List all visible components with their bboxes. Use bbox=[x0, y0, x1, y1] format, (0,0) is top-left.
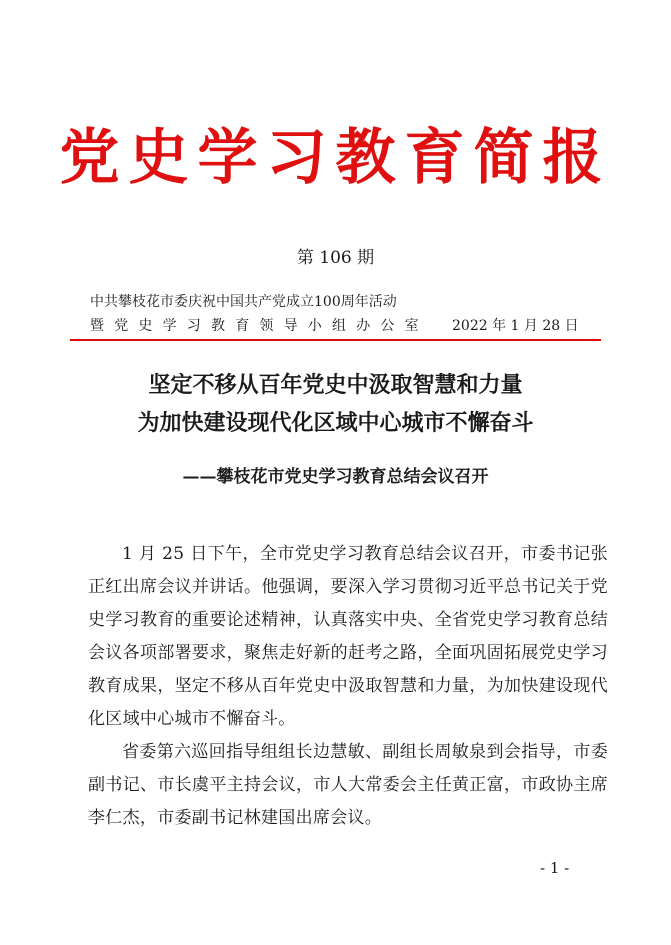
headline-line-1: 坚定不移从百年党史中汲取智慧和力量 bbox=[148, 372, 523, 398]
subheadline: ——攀枝花市党史学习教育总结会议召开 bbox=[182, 467, 489, 487]
headline-line-2: 为加快建设现代化区域中心城市不懈奋斗 bbox=[137, 410, 534, 436]
page-number: - 1 - bbox=[540, 859, 570, 877]
issuer-line-2: 暨党史学习教育领导小组办公室 bbox=[90, 318, 429, 334]
body-paragraph-2: 省委第六巡回指导组组长边慧敏、副组长周敏泉到会指导，市委副书记、市长虞平主持会议，市人大常委会主任黄正富，市政协主席李仁杰，市委副书记林建国出席会议。 bbox=[88, 742, 608, 828]
issue-number: 第 106 期 bbox=[296, 248, 375, 268]
body-paragraph-1: 1 月 25 日下午，全市党史学习教育总结会议召开，市委书记张正红出席会议并讲话。他强调，要深入学习贯彻习近平总书记关于党史学习教育的重要论述精神，认真落实中央、全省党史学习教育总结会议各项部署要求，聚焦走好新的赶考之路，全面巩固拓展党史学习教育成果，坚定不移从百年党史中汲取智慧和力量，为加快建设现代化区域中心城市不懈奋斗。 bbox=[88, 544, 608, 729]
issue-date: 2022 年 1 月 28 日 bbox=[452, 318, 579, 334]
red-divider bbox=[70, 339, 601, 341]
masthead-title: 党史学习教育简报 bbox=[59, 123, 612, 193]
issuer-line-1: 中共攀枝花市委庆祝中国共产党成立100周年活动 bbox=[90, 294, 397, 310]
